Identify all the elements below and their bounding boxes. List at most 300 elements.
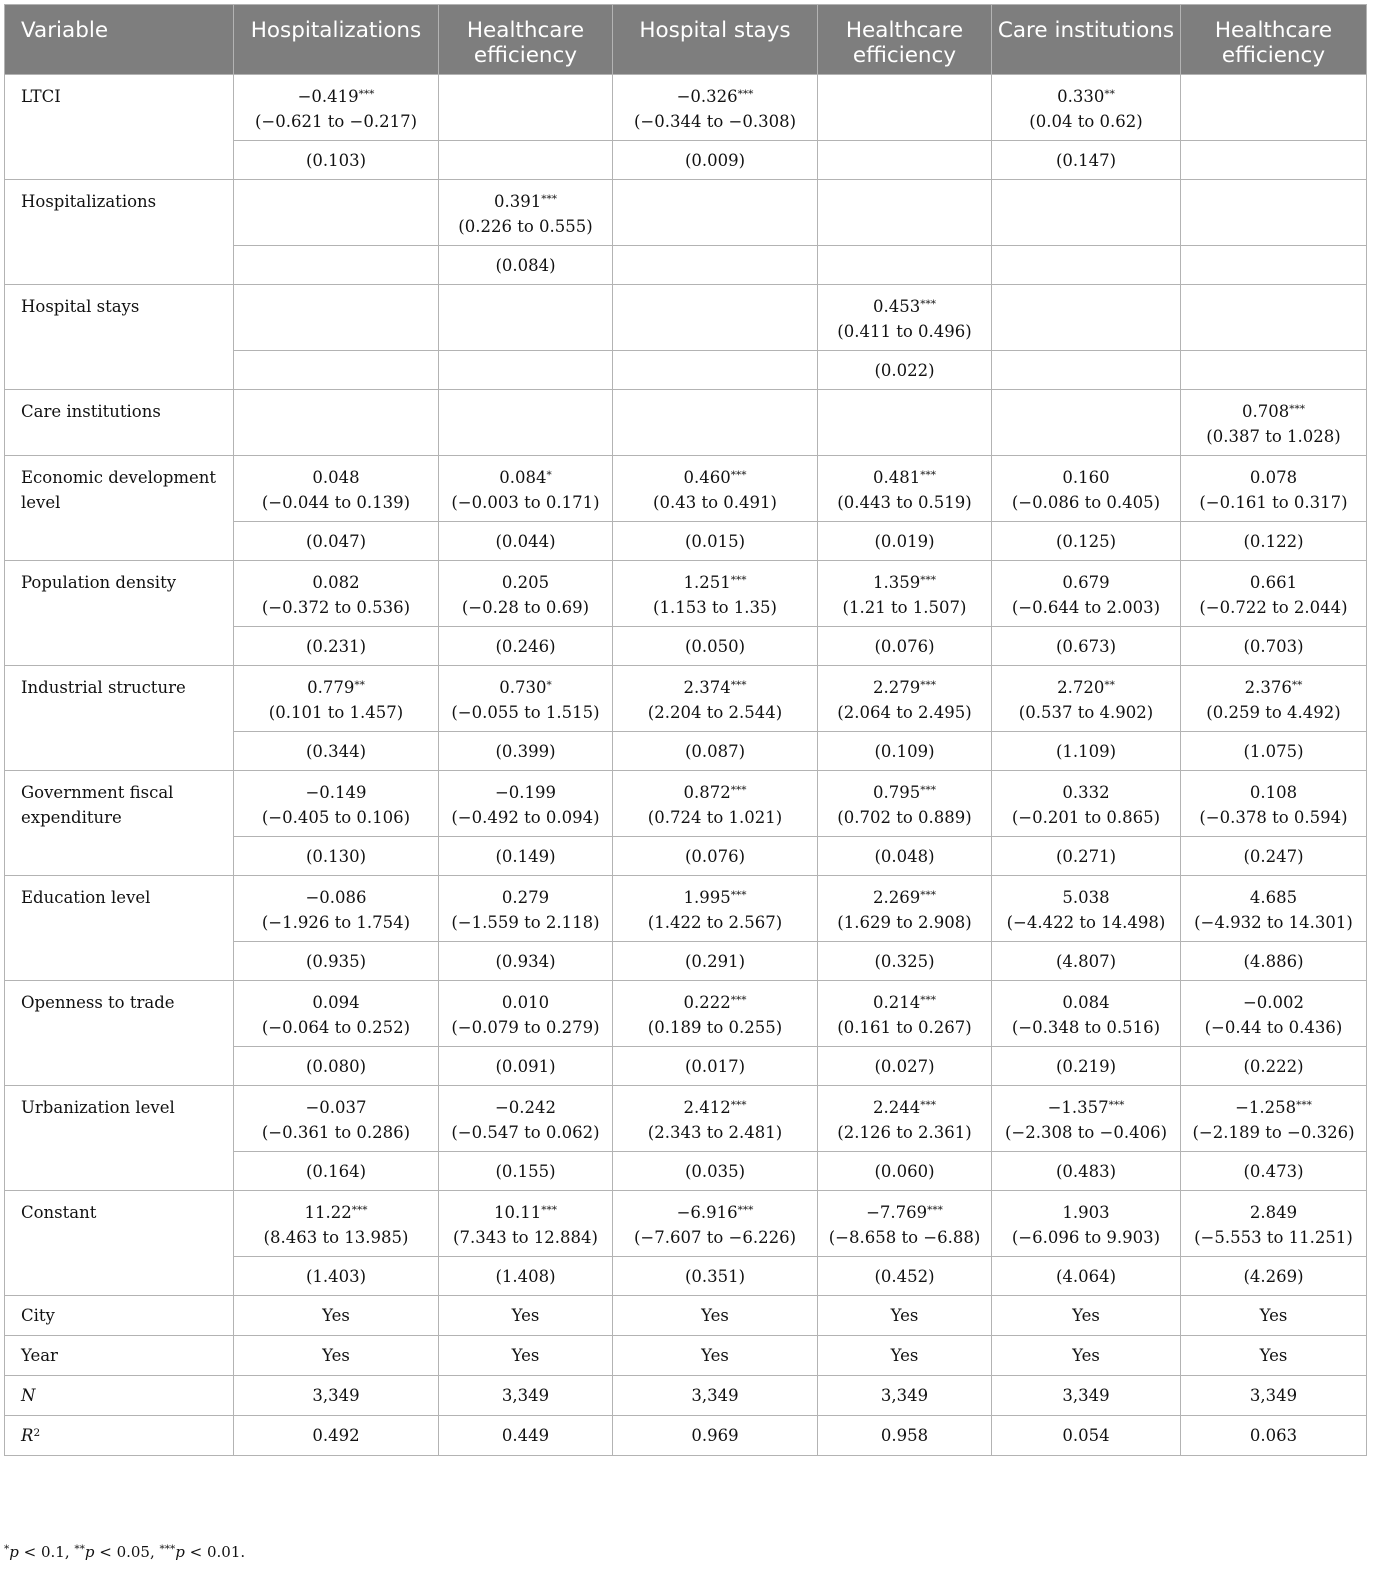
coef-cell: [992, 561, 1181, 627]
row-label: LTCI: [5, 75, 234, 180]
summary-value: Yes: [1181, 1336, 1367, 1376]
coef-cell: [992, 456, 1181, 522]
coef-cell: [613, 666, 818, 732]
coef-cell: [439, 876, 613, 942]
confidence-interval: (1.153 to 1.35): [653, 598, 777, 617]
confidence-interval: (−6.096 to 9.903): [1011, 1228, 1161, 1247]
standard-error: (0.291): [613, 942, 818, 981]
confidence-interval: (−0.644 to 2.003): [1011, 598, 1161, 617]
significance-stars: ***: [920, 1099, 936, 1111]
coef-value: 1.995: [683, 888, 731, 907]
coefficient: [992, 1095, 1180, 1120]
coef-cell: [439, 75, 613, 141]
confidence-interval: (0.04 to 0.62): [1029, 112, 1143, 131]
confidence-interval: (7.343 to 12.884): [453, 1228, 598, 1247]
confidence-interval: (−4.932 to 14.301): [1194, 913, 1353, 932]
standard-error: [1181, 351, 1367, 390]
confidence-interval: (−0.055 to 1.515): [451, 703, 600, 722]
standard-error: (0.019): [818, 522, 992, 561]
table-row: [5, 981, 1367, 1047]
table-row: [5, 876, 1367, 942]
coef-cell: [992, 285, 1181, 351]
coef-value: 2.849: [1249, 1203, 1298, 1222]
coef-cell: [439, 561, 613, 627]
coefficient: [234, 885, 438, 910]
standard-error: (0.103): [234, 141, 439, 180]
coef-cell: [439, 456, 613, 522]
coef-cell: [818, 390, 992, 456]
footnote-p: p: [9, 1543, 19, 1561]
coef-value: 2.279: [873, 678, 921, 697]
standard-error: (1.403): [234, 1257, 439, 1296]
standard-error: (0.027): [818, 1047, 992, 1086]
summary-row: [5, 1296, 1367, 1336]
standard-error: [613, 246, 818, 285]
confidence-interval: (−0.064 to 0.252): [261, 1018, 411, 1037]
standard-error: (0.035): [613, 1152, 818, 1191]
standard-error: (0.076): [613, 837, 818, 876]
standard-error: (0.344): [234, 732, 439, 771]
coef-cell: [1181, 771, 1367, 837]
summary-value: 3,349: [234, 1376, 439, 1416]
coef-cell: [992, 180, 1181, 246]
standard-error: [1181, 141, 1367, 180]
coef-cell: [992, 981, 1181, 1047]
confidence-interval: (0.537 to 4.902): [1018, 703, 1154, 722]
summary-value: 0.063: [1181, 1416, 1367, 1456]
significance-stars: ***: [1108, 1099, 1125, 1111]
standard-error: (0.935): [234, 942, 439, 981]
summary-value: Yes: [992, 1336, 1181, 1376]
coefficient: [234, 1200, 438, 1225]
row-label: [5, 1376, 234, 1416]
standard-error: (0.219): [992, 1047, 1181, 1086]
coef-value: 0.160: [1062, 468, 1110, 487]
summary-value: Yes: [234, 1336, 439, 1376]
confidence-interval: (−0.079 to 0.279): [451, 1018, 600, 1037]
coefficient: [613, 465, 817, 490]
confidence-interval: (−0.547 to 0.062): [451, 1123, 600, 1142]
standard-error: [613, 351, 818, 390]
coef-cell: [613, 390, 818, 456]
table-row: [5, 1191, 1367, 1257]
coef-cell: [613, 1086, 818, 1152]
summary-value: 3,349: [1181, 1376, 1367, 1416]
standard-error: (0.060): [818, 1152, 992, 1191]
coefficient: [613, 990, 817, 1015]
coefficient: [1181, 780, 1366, 805]
standard-error: (0.080): [234, 1047, 439, 1086]
coefficient: [992, 990, 1180, 1015]
significance-stars: ***: [920, 679, 936, 691]
coef-cell: [992, 1086, 1181, 1152]
table-row: [5, 1086, 1367, 1152]
standard-error: [439, 141, 613, 180]
coefficient: [613, 1095, 817, 1120]
coef-value: 0.048: [312, 468, 360, 487]
coefficient: [613, 885, 817, 910]
significance-stars: ***: [358, 88, 375, 100]
coefficient: [613, 780, 817, 805]
standard-error: (4.064): [992, 1257, 1181, 1296]
row-label: Constant: [5, 1191, 234, 1296]
standard-error: (0.009): [613, 141, 818, 180]
coef-value: 4.685: [1249, 888, 1298, 907]
table-row: [5, 561, 1367, 627]
header-row: [5, 5, 1367, 75]
coef-cell: [992, 1191, 1181, 1257]
standard-error: (0.122): [1181, 522, 1367, 561]
coef-value: 2.376: [1244, 678, 1292, 697]
significance-stars: **: [354, 679, 365, 691]
standard-error: (0.483): [992, 1152, 1181, 1191]
coefficient: [1181, 675, 1366, 700]
significance-stars: ***: [730, 889, 747, 901]
coef-cell: [439, 666, 613, 732]
coef-value: 2.374: [683, 678, 731, 697]
summary-value: 3,349: [992, 1376, 1181, 1416]
coef-value: 0.214: [873, 993, 921, 1012]
confidence-interval: (0.443 to 0.519): [837, 493, 972, 512]
confidence-interval: (0.702 to 0.889): [837, 808, 972, 827]
summary-value: 3,349: [439, 1376, 613, 1416]
confidence-interval: (0.43 to 0.491): [653, 493, 777, 512]
coef-value: 0.391: [494, 192, 542, 211]
confidence-interval: (−0.161 to 0.317): [1199, 493, 1348, 512]
coef-value: 0.708: [1242, 402, 1290, 421]
coef-value: 2.720: [1057, 678, 1105, 697]
coef-value: 2.412: [683, 1098, 731, 1117]
coef-cell: [234, 456, 439, 522]
standard-error: (0.109): [818, 732, 992, 771]
standard-error: (0.222): [1181, 1047, 1367, 1086]
coefficient: [818, 294, 991, 319]
standard-error: (0.473): [1181, 1152, 1367, 1191]
confidence-interval: (1.422 to 2.567): [647, 913, 783, 932]
standard-error: (0.147): [992, 141, 1181, 180]
summary-value: 0.054: [992, 1416, 1181, 1456]
coefficient: [1181, 570, 1366, 595]
confidence-interval: (−2.308 to −0.406): [1004, 1123, 1168, 1142]
coefficient: [818, 780, 991, 805]
coefficient: [992, 1200, 1180, 1225]
row-label-text: City: [21, 1306, 55, 1325]
coef-value: 0.453: [873, 297, 921, 316]
confidence-interval: (−0.348 to 0.516): [1011, 1018, 1161, 1037]
header-col-3: Hospital stays: [613, 5, 818, 75]
coef-cell: [1181, 876, 1367, 942]
confidence-interval: (−1.926 to 1.754): [261, 913, 411, 932]
confidence-interval: (−1.559 to 2.118): [451, 913, 600, 932]
row-label: Education level: [5, 876, 234, 981]
significance-stars: ***: [730, 574, 747, 586]
coef-cell: [992, 771, 1181, 837]
standard-error: (0.076): [818, 627, 992, 666]
coef-cell: [818, 285, 992, 351]
table-row: [5, 75, 1367, 141]
significance-stars: ***: [920, 889, 936, 901]
coef-cell: [992, 390, 1181, 456]
coef-cell: [234, 180, 439, 246]
footnote-stars: ***: [159, 1543, 176, 1555]
header-variable: Variable: [5, 5, 234, 75]
row-label: [5, 1416, 234, 1456]
coef-cell: [234, 666, 439, 732]
confidence-interval: (0.387 to 1.028): [1206, 427, 1341, 446]
table-row: [5, 456, 1367, 522]
confidence-interval: (−0.405 to 0.106): [261, 808, 411, 827]
coef-cell: [613, 285, 818, 351]
row-label: Hospitalizations: [5, 180, 234, 285]
table-body: [5, 75, 1367, 1456]
coef-value: 0.108: [1249, 783, 1298, 802]
standard-error: (0.044): [439, 522, 613, 561]
header-col-2: Healthcare efficiency: [439, 5, 613, 75]
coef-cell: [613, 456, 818, 522]
coef-value: 0.872: [683, 783, 731, 802]
coefficient: [439, 675, 612, 700]
coefficient: [234, 780, 438, 805]
coef-cell: [234, 771, 439, 837]
coef-value: 0.679: [1062, 573, 1110, 592]
significance-stars: ***: [730, 469, 747, 481]
coefficient: [439, 990, 612, 1015]
coef-cell: [234, 1086, 439, 1152]
standard-error: (4.269): [1181, 1257, 1367, 1296]
row-label-text: N: [21, 1386, 36, 1405]
coef-value: 11.22: [304, 1203, 352, 1222]
significance-stars: ***: [351, 1204, 368, 1216]
coef-value: 0.222: [683, 993, 731, 1012]
footnote-p: p: [175, 1543, 185, 1561]
coefficient: [992, 885, 1180, 910]
coefficient: [234, 465, 438, 490]
header-col-1: Hospitalizations: [234, 5, 439, 75]
summary-row: [5, 1416, 1367, 1456]
coefficient: [613, 84, 817, 109]
standard-error: (1.109): [992, 732, 1181, 771]
summary-row: [5, 1376, 1367, 1416]
coef-value: 2.269: [873, 888, 921, 907]
row-label-sup: 2: [33, 1427, 41, 1439]
coef-cell: [613, 75, 818, 141]
confidence-interval: (0.724 to 1.021): [647, 808, 783, 827]
row-label: Hospital stays: [5, 285, 234, 390]
standard-error: (0.050): [613, 627, 818, 666]
confidence-interval: (−0.003 to 0.171): [451, 493, 600, 512]
coefficient: [1181, 885, 1366, 910]
coefficient: [1181, 1095, 1366, 1120]
header-col-6: Healthcare efficiency: [1181, 5, 1367, 75]
significance-stars: **: [1104, 679, 1115, 691]
coefficient: [818, 990, 991, 1015]
row-label: [5, 1296, 234, 1336]
coef-cell: [818, 561, 992, 627]
summary-value: Yes: [613, 1336, 818, 1376]
confidence-interval: (−0.361 to 0.286): [261, 1123, 411, 1142]
footnote-condition: < 0.05,: [94, 1543, 160, 1561]
standard-error: [439, 351, 613, 390]
coef-value: 0.279: [501, 888, 550, 907]
coef-cell: [613, 876, 818, 942]
summary-value: 3,349: [818, 1376, 992, 1416]
confidence-interval: (1.21 to 1.507): [842, 598, 967, 617]
summary-value: Yes: [818, 1336, 992, 1376]
coefficient: [439, 570, 612, 595]
coef-cell: [1181, 666, 1367, 732]
standard-error: (0.934): [439, 942, 613, 981]
coef-cell: [613, 771, 818, 837]
coef-cell: [818, 981, 992, 1047]
significance-stars: ***: [737, 1204, 754, 1216]
coefficient: [439, 1095, 612, 1120]
coefficient: [613, 675, 817, 700]
standard-error: (0.703): [1181, 627, 1367, 666]
coef-cell: [818, 771, 992, 837]
standard-error: (0.231): [234, 627, 439, 666]
coef-cell: [613, 981, 818, 1047]
coefficient: [439, 1200, 612, 1225]
standard-error: (0.017): [613, 1047, 818, 1086]
footnote-p: p: [84, 1543, 95, 1561]
confidence-interval: (0.411 to 0.496): [837, 322, 972, 341]
coef-cell: [439, 1086, 613, 1152]
standard-error: (4.886): [1181, 942, 1367, 981]
summary-value: 0.969: [613, 1416, 818, 1456]
coef-cell: [1181, 75, 1367, 141]
coef-value: 0.084: [499, 468, 547, 487]
table-row: [5, 180, 1367, 246]
coef-value: −1.258: [1235, 1098, 1297, 1117]
confidence-interval: (−0.201 to 0.865): [1011, 808, 1161, 827]
coefficient: [992, 780, 1180, 805]
summary-value: 0.958: [818, 1416, 992, 1456]
significance-stars: ***: [730, 784, 747, 796]
row-label: Openness to trade: [5, 981, 234, 1086]
coef-cell: [992, 876, 1181, 942]
confidence-interval: (−0.044 to 0.139): [261, 493, 411, 512]
coef-cell: [234, 390, 439, 456]
coefficient: [818, 1095, 991, 1120]
coefficient: [234, 990, 438, 1015]
table-row: [5, 285, 1367, 351]
confidence-interval: (1.629 to 2.908): [837, 913, 972, 932]
significance-stars: **: [1104, 88, 1115, 100]
coef-cell: [1181, 981, 1367, 1047]
confidence-interval: (−0.492 to 0.094): [451, 808, 600, 827]
row-label: Industrial structure: [5, 666, 234, 771]
significance-stars: *: [546, 469, 552, 481]
significance-stars: ***: [737, 88, 754, 100]
coef-value: 0.779: [307, 678, 355, 697]
coef-cell: [439, 981, 613, 1047]
coef-value: 0.332: [1062, 783, 1110, 802]
coefficient: [613, 570, 817, 595]
summary-value: 0.492: [234, 1416, 439, 1456]
confidence-interval: (0.161 to 0.267): [837, 1018, 972, 1037]
standard-error: (0.351): [613, 1257, 818, 1296]
summary-value: 3,349: [613, 1376, 818, 1416]
significance-stars: ***: [920, 784, 936, 796]
row-label: [5, 1336, 234, 1376]
coef-value: 1.251: [683, 573, 731, 592]
coef-value: −0.002: [1242, 993, 1305, 1012]
coef-cell: [818, 876, 992, 942]
row-label: Economic development level: [5, 456, 234, 561]
confidence-interval: (0.259 to 4.492): [1206, 703, 1341, 722]
standard-error: (0.087): [613, 732, 818, 771]
standard-error: (0.164): [234, 1152, 439, 1191]
coef-value: −1.357: [1047, 1098, 1109, 1117]
coef-value: −0.242: [494, 1098, 557, 1117]
standard-error: (0.022): [818, 351, 992, 390]
header-col-5: Care institutions: [992, 5, 1181, 75]
confidence-interval: (2.343 to 2.481): [647, 1123, 783, 1142]
coef-cell: [1181, 285, 1367, 351]
row-label-text: R: [21, 1426, 34, 1445]
summary-value: Yes: [234, 1296, 439, 1336]
coef-value: 0.481: [873, 468, 921, 487]
coef-cell: [818, 75, 992, 141]
summary-row: [5, 1336, 1367, 1376]
significance-stars: *: [546, 679, 552, 691]
standard-error: (1.408): [439, 1257, 613, 1296]
standard-error: [818, 246, 992, 285]
standard-error: [818, 141, 992, 180]
coef-cell: [992, 666, 1181, 732]
coef-cell: [234, 561, 439, 627]
coef-cell: [818, 180, 992, 246]
coefficient: [439, 780, 612, 805]
coefficient: [818, 1200, 991, 1225]
coef-value: 5.038: [1062, 888, 1110, 907]
coefficient: [1181, 1200, 1366, 1225]
coefficient: [439, 885, 612, 910]
coef-cell: [818, 1191, 992, 1257]
standard-error: (0.452): [818, 1257, 992, 1296]
coef-value: 0.795: [873, 783, 921, 802]
table-row: [5, 771, 1367, 837]
confidence-interval: (0.189 to 0.255): [647, 1018, 783, 1037]
row-label: Population density: [5, 561, 234, 666]
coefficient: [439, 189, 612, 214]
confidence-interval: (−0.086 to 0.405): [1011, 493, 1161, 512]
summary-value: Yes: [439, 1336, 613, 1376]
confidence-interval: (−0.372 to 0.536): [261, 598, 411, 617]
standard-error: (0.125): [992, 522, 1181, 561]
coef-cell: [1181, 456, 1367, 522]
coef-cell: [1181, 180, 1367, 246]
summary-value: Yes: [992, 1296, 1181, 1336]
coef-cell: [1181, 390, 1367, 456]
coefficient: [992, 675, 1180, 700]
coef-value: 10.11: [494, 1203, 542, 1222]
header-col-4: Healthcare efficiency: [818, 5, 992, 75]
summary-value: Yes: [613, 1296, 818, 1336]
footnote-condition: < 0.1,: [18, 1543, 75, 1561]
standard-error: (0.673): [992, 627, 1181, 666]
footnote-condition: < 0.01.: [184, 1543, 246, 1561]
coefficient: [1181, 990, 1366, 1015]
summary-value: Yes: [818, 1296, 992, 1336]
significance-stars: ***: [927, 1204, 943, 1216]
confidence-interval: (−0.44 to 0.436): [1204, 1018, 1343, 1037]
coef-cell: [234, 75, 439, 141]
coefficient: [818, 885, 991, 910]
footnote-stars: *: [4, 1543, 10, 1555]
standard-error: (0.399): [439, 732, 613, 771]
confidence-interval: (−0.621 to −0.217): [254, 112, 418, 131]
